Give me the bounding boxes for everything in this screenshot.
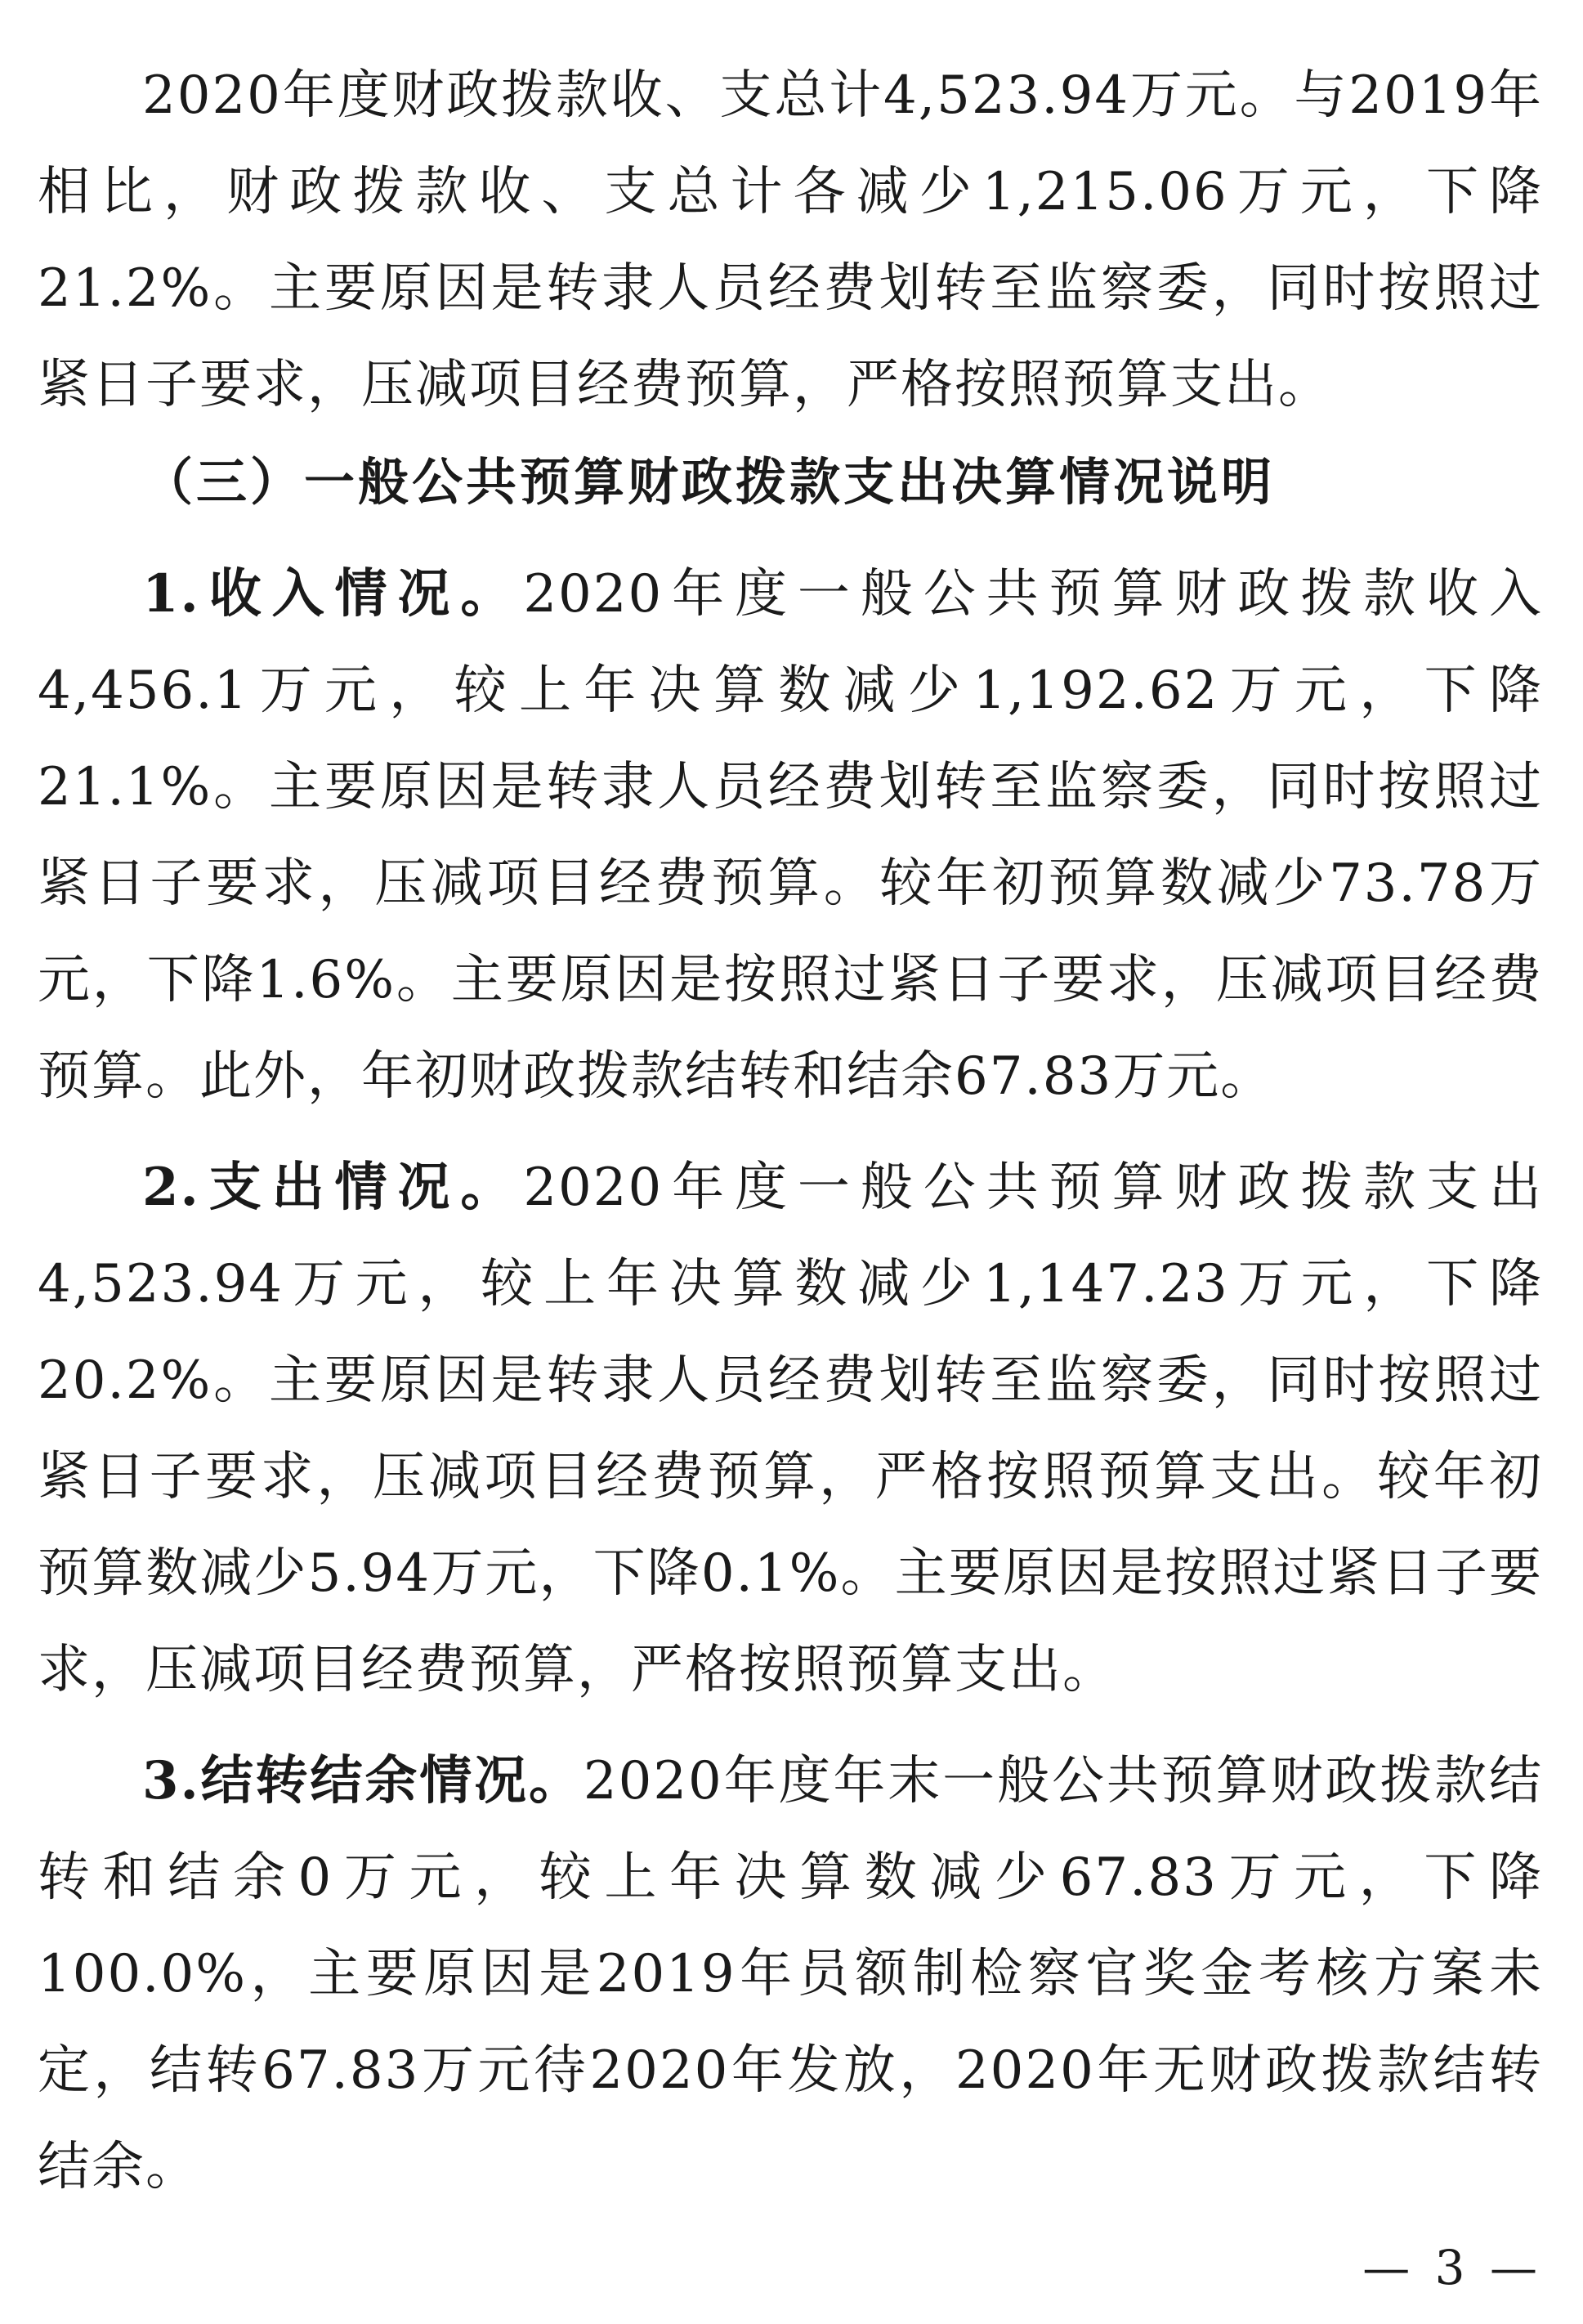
income-lead: 1.收入情况。	[142, 563, 524, 625]
income-paragraph	[38, 546, 1543, 1125]
expenditure-paragraph	[38, 1140, 1543, 1718]
carryover-body: 2020年度年末一般公共预算财政拨款结转和结余0万元，较上年决算数减少67.83万元，下降100.0%，主要原因是2019年员额制检察官奖金考核方案未定，结转67.83万元待2020年发放，2020年无财政拨款结转结余。	[38, 1751, 1544, 2197]
section-heading: （三）一般公共预算财政拨款支出决算情况说明	[142, 452, 1276, 512]
intro-paragraph: 2020年度财政拨款收、支总计4,523.94万元。与2019年相比，财政拨款收、支总计各减少1,215.06万元，下降21.2%。主要原因是转隶人员经费划转至监察委，同时按照过紧日子要求，压减项目经费预算，严格按照预算支出。	[38, 65, 1543, 415]
income-body: 2020年度一般公共预算财政拨款收入4,456.1万元，较上年决算数减少1,192.62万元，下降21.1%。主要原因是转隶人员经费划转至监察委，同时按照过紧日子要求，压减项目经费预算。较年初预算数减少73.78万元，下降1.6%。主要原因是按照过紧日子要求，压减项目经费预算。此外，年初财政拨款结转和结余67.83万元。	[38, 564, 1544, 1107]
expenditure-body: 2020年度一般公共预算财政拨款支出4,523.94万元，较上年决算数减少1,147.23万元，下降20.2%。主要原因是转隶人员经费划转至监察委，同时按照过紧日子要求，压减项目经费预算，严格按照预算支出。较年初预算数减少5.94万元，下降0.1%。主要原因是按照过紧日子要求，压减项目经费预算，严格按照预算支出。	[38, 1158, 1544, 1700]
carryover-lead: 3.结转结余情况。	[142, 1750, 584, 1811]
document-page	[38, 47, 1543, 2215]
page-number: — 3 —	[1362, 2240, 1542, 2295]
carryover-paragraph	[38, 1733, 1543, 2215]
expenditure-lead: 2.支出情况。	[142, 1157, 524, 1218]
